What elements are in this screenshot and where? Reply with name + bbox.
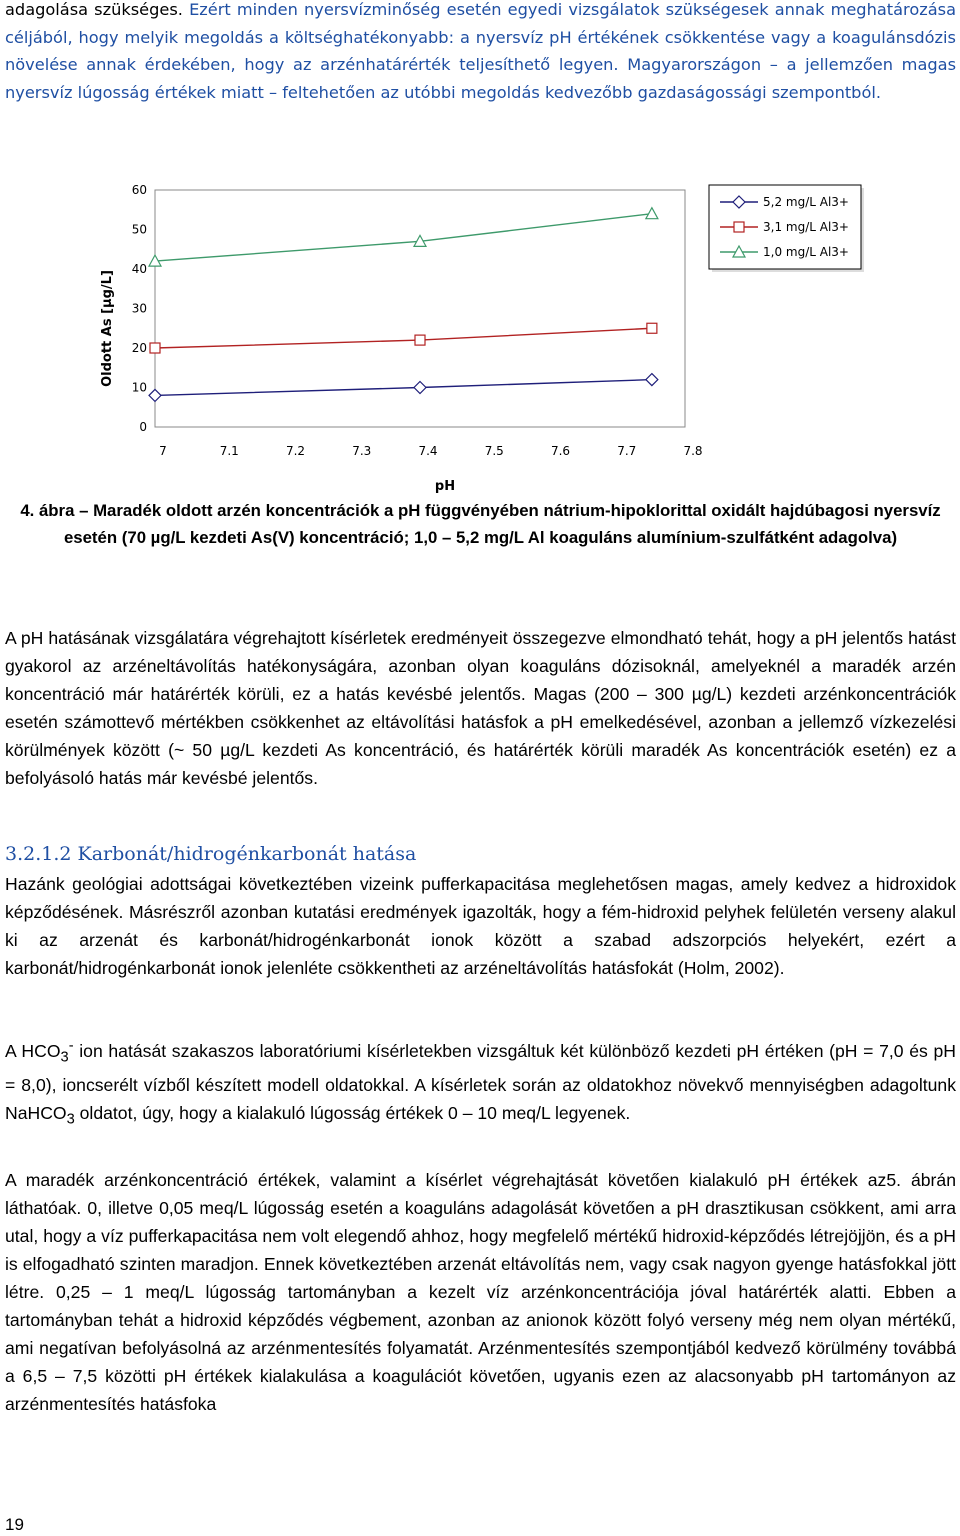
legend-label: 1,0 mg/L Al3+	[763, 245, 849, 259]
data-point	[646, 374, 658, 386]
series-line-1	[155, 380, 652, 396]
x-tick-label: 7.5	[484, 444, 504, 458]
series-line-2	[155, 328, 652, 348]
y-tick-label: 30	[131, 301, 147, 316]
legend-marker	[734, 222, 744, 232]
data-point	[647, 323, 657, 333]
series-line-3	[155, 214, 652, 261]
paragraph-3: Hazánk geológiai adottságai következtében vizeink pufferkapacitása meglehetősen magas, amely kedvez a hidroxidok képződésének. Másrészről azonban kutatási eredmények igazolták, hogy a fém-hidroxid pelyhek felületén verseny alakul ki az arzenát és karbonát/hidrogénkarbonát ionok között a szabad adszorpciós helyekért, ezért a karbonát/hidrogénkarbonát ionok jelenléte csökkentheti az arzéneltávolítás hatásfokát (Holm, 2002).	[5, 874, 956, 978]
arsenic-ph-chart	[90, 172, 890, 500]
y-tick-label: 0	[139, 420, 147, 434]
hco3-subscript: 3	[60, 1049, 69, 1066]
paragraph-4-part-b: ion hatását szakaszos laboratóriumi kísérletekben vizsgáltuk két különböző kezdeti pH értéken (pH = 7,0 és pH = 8,0), ioncserélt vízből készített modell oldatokkal. A kísérletek során az oldatokhoz növekvő mennyiségben adagoltunk NaHCO	[5, 1040, 956, 1124]
x-tick-label: 7.1	[219, 444, 239, 458]
figure-caption: 4. ábra – Maradék oldott arzén koncentrációk a pH függvényében nátrium-hipoklorittal oxidált hajdúbagosi nyersvíz esetén (70 µg/L kezdeti As(V) koncentráció; 1,0 – 5,2 mg/L Al koaguláns alumínium-szulfátként adagolva)	[20, 501, 941, 547]
data-point	[150, 343, 160, 353]
data-point	[149, 389, 161, 401]
x-tick-label: 7.2	[285, 444, 306, 458]
y-axis-label: Oldott As [µg/L]	[100, 270, 115, 387]
data-point	[415, 335, 425, 345]
paragraph-4-part-c: oldatot, úgy, hogy a kialakuló lúgosság értékek 0 – 10 meq/L legyenek.	[74, 1103, 631, 1124]
x-tick-label: 7.7	[617, 444, 637, 458]
paragraph-2: A pH hatásának vizsgálatára végrehajtott kísérletek eredményeit összegezve elmondható tehát, hogy a pH jelentős hatást gyakorol az arzéneltávolítás hatékonyságára, azonban olyan koaguláns dózisoknál, amelyeknél a maradék arzén koncentráció már határérték körüli, ez a hatás kevésbé jelentős. Magas (200 – 300 µg/L) kezdeti arzénkoncentrációk esetén számottevő mértékben csökkenhet az eltávolítási hatásfok a pH emelkedésével, azonban a jellemző vízkezelési körülmények között (~ 50 µg/L kezdeti As koncentráció, és határérték körüli maradék As koncentrációk esetén) ez a befolyásoló hatás már kevésbé jelentős.	[5, 628, 956, 788]
data-point	[414, 382, 426, 394]
x-tick-label: 7	[159, 444, 167, 458]
paragraph-5: A maradék arzénkoncentráció értékek, valamint a kísérlet végrehajtását követően kialakuló pH értékek az5. ábrán láthatóak. 0, illetve 0,05 meq/L lúgosság esetén a koaguláns adagolását követően a pH drasztikusan csökkent, ami arra utal, hogy a víz pufferkapacitása nem volt elegendő ahhoz, hogy megfelelő mértékű hidroxid-képződés létrejöjjön, és a pH is elfogadható szinten maradjon. Ennek következtében arzenát eltávolítás nem, vagy csak nagyon gyenge hatásfokkal jött létre. 0,25 – 1 meq/L lúgosság tartományban a kezelt víz arzénkoncentrációja jóval határérték alatti. Ebben a tartományban tehát a hidroxid képződés végbement, azonban az anionok között folyó verseny még nem olyan mértékű, ami negatívan befolyásolná az arzénmentesítés folyamatát. Arzénmentesítés szempontjából kedvező körülmény továbbá a 6,5 – 7,5 közötti pH értékek kialakulása a koagulációt követően, ugyanis ezen az alacsonyabb pH tartományon az arzénmentesítés hatásfoka	[5, 1170, 956, 1414]
nahco3-subscript: 3	[66, 1111, 75, 1128]
hco3-superscript: -	[68, 1038, 74, 1054]
paragraph-4-part-a: A HCO	[5, 1040, 61, 1061]
x-tick-label: 7.6	[550, 444, 571, 458]
x-tick-label: 7.4	[418, 444, 438, 458]
section-heading: 3.2.1.2 Karbonát/hidrogénkarbonát hatása	[5, 843, 417, 865]
y-tick-label: 50	[131, 222, 147, 237]
x-axis-label: pH	[434, 479, 456, 494]
page-number: 19	[5, 1515, 24, 1534]
x-tick-label: 7.3	[352, 444, 372, 458]
x-tick-label: 7.8	[683, 444, 703, 458]
data-point	[646, 208, 658, 219]
y-tick-label: 10	[131, 380, 147, 395]
y-tick-label: 20	[131, 341, 147, 355]
paragraph-top	[5, 0, 956, 106]
legend-label: 3,1 mg/L Al3+	[763, 220, 849, 234]
paragraph-top-rest: Ezért minden nyersvízminőség esetén egyedi vizsgálatok szükségesek annak meghatározása céljából, hogy melyik megoldás a költséghatékonyabb: a nyersvíz pH értékének csökkentése vagy a koagulánsdózis növelése annak érdekében, hogy az arzénhatárérték teljesíthető legyen. Magyarországon – a jellemzően magas nyersvíz lúgosság értékek miatt – feltehetően az utóbbi megoldás kedvezőbb gazdaságossági szempontból.	[5, 0, 956, 102]
paragraph-4	[5, 1032, 956, 1134]
y-tick-label: 60	[131, 183, 147, 197]
paragraph-top-lead: adagolása szükséges.	[5, 0, 190, 19]
legend-label: 5,2 mg/L Al3+	[763, 195, 849, 209]
y-tick-label: 40	[131, 262, 147, 276]
